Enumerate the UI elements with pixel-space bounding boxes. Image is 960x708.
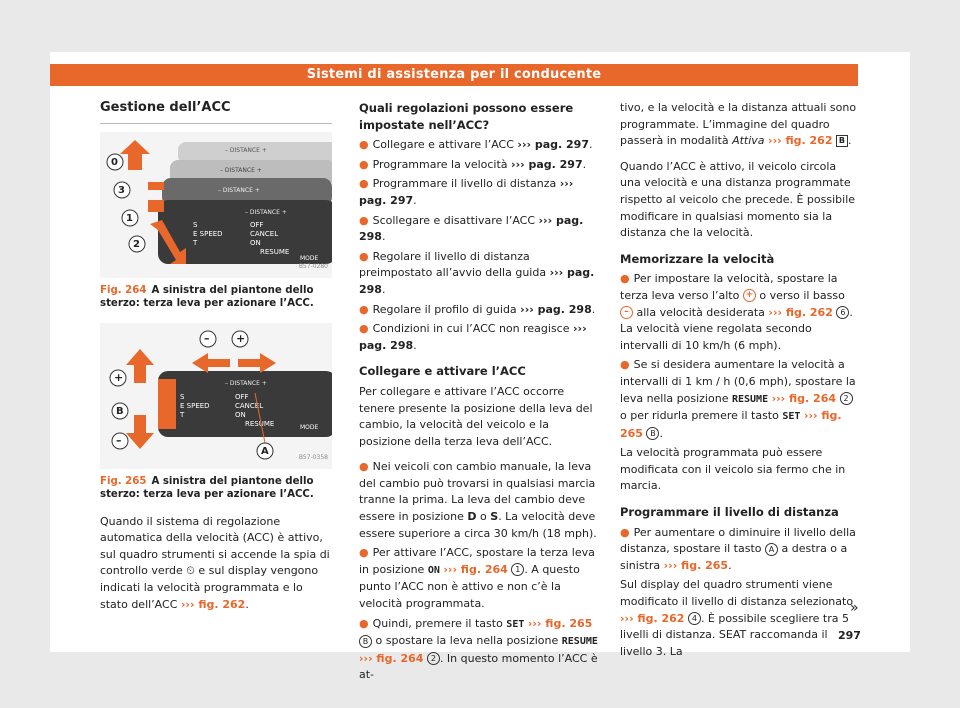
fig2-label-plus-left: +	[114, 370, 124, 384]
svg-text:S: S	[193, 220, 198, 229]
lever-illustration-1	[100, 132, 332, 278]
svg-text:– DISTANCE +: – DISTANCE +	[218, 186, 260, 194]
col1-text-a: Quando il sistema di regolazione automatica della velocità (ACC) è attivo, sul quadro strumenti si accende la spia di controllo verde	[100, 514, 330, 578]
figure-link[interactable]: ››› fig. 262	[620, 611, 685, 625]
svg-text:ON: ON	[235, 410, 246, 419]
page-link[interactable]: ››› pag. 297	[359, 177, 574, 207]
column-right	[620, 100, 860, 669]
fig1-label-3: 3	[118, 184, 125, 196]
memorize-heading: Memorizzare la velocità	[620, 251, 775, 266]
bullet-icon: ●	[359, 157, 369, 171]
bullet-icon: ●	[359, 213, 369, 227]
section-title: Gestione dell’ACC	[100, 100, 332, 124]
bullet-icon: ●	[359, 302, 369, 316]
page-number: 297	[838, 629, 861, 642]
bullet-distance: ● Per aumentare o diminuire il livello della distanza, spostare il tasto A a destra o a sinistra ››› fig. 265.	[620, 525, 856, 572]
fig2-label-B: B	[116, 405, 124, 417]
bullet-speed-set: ● Per impostare la velocità, spostare la terza leva verso l’alto + o verso il basso – alla velocità desiderata ››› fig. 262 6 . La velocità viene regolata secondo intervalli di 10 km/h (6 mph).	[620, 272, 853, 352]
figure-link[interactable]: ››› fig. 264	[771, 391, 837, 405]
svg-text:CANCEL: CANCEL	[235, 401, 264, 410]
fig1-label-0: 0	[111, 156, 118, 168]
fig2-label-plus-top: +	[236, 331, 246, 345]
figure-264	[100, 132, 332, 278]
svg-text:MODE: MODE	[300, 254, 319, 262]
page-link[interactable]: ››› pag. 298	[359, 266, 595, 296]
list-item: ● Programmare la velocità ››› pag. 297.	[359, 157, 587, 171]
distance-heading: Programmare il livello di distanza	[620, 505, 839, 520]
page-link[interactable]: ››› pag. 297	[511, 157, 583, 171]
svg-text:CANCEL: CANCEL	[250, 229, 279, 238]
col3-paragraph-2: Quando l’ACC è attivo, il veicolo circola una velocità e una distanza programmate rispetto al veicolo che precede. È possibile modificare in qualsiasi momento sia la distanza che la velocità.	[620, 159, 856, 240]
page-link[interactable]: ››› pag. 298	[520, 302, 592, 316]
col3-paragraph-3: La velocità programmata può essere modificata con il veicolo sia fermo che in marcia.	[620, 446, 846, 493]
settings-list	[359, 137, 600, 354]
list-item: ● Collegare e attivare l’ACC ››› pag. 297.	[359, 138, 593, 152]
svg-text:T: T	[180, 410, 185, 419]
bullet-icon: ●	[620, 272, 630, 286]
fig2-label-minus-top: –	[204, 331, 210, 345]
svg-text:OFF: OFF	[250, 220, 264, 229]
list-item: ● Regolare il profilo di guida ››› pag. 298.	[359, 302, 596, 316]
svg-text:RESUME: RESUME	[260, 247, 290, 256]
minus-icon: –	[620, 306, 633, 319]
svg-text:ON: ON	[250, 238, 261, 247]
fig2-label-A: A	[261, 445, 269, 457]
fig1-label-2: 2	[133, 238, 140, 250]
bullet-icon: ●	[620, 525, 630, 539]
lever-illustration-2	[100, 323, 332, 469]
figure-link[interactable]: ››› fig. 262	[768, 134, 833, 148]
svg-text:– DISTANCE +: – DISTANCE +	[220, 166, 262, 174]
bullet-on: ● Per attivare l’ACC, spostare la terza leva in posizione ON ››› fig. 264 1 . A questo punto l’ACC non è attivo e non c’è la velocità programmata.	[359, 546, 595, 611]
list-item: ● Scollegare e disattivare l’ACC ››› pag. 298.	[359, 213, 584, 244]
page-link[interactable]: ››› pag. 297	[517, 138, 589, 152]
svg-text:T: T	[193, 238, 198, 247]
bullet-speed-fine: ● Se si desidera aumentare la velocità a intervalli di 1 km / h (0,6 mph), spostare la leva nella posizione RESUME ››› fig. 264 2 o per ridurla premere il tasto SET ››› fig. 265 B .	[620, 358, 856, 440]
bullet-icon: ●	[359, 249, 369, 263]
figure-link[interactable]: ››› fig. 265	[620, 409, 842, 440]
fig1-caption	[100, 284, 332, 311]
chapter-header: Sistemi di assistenza per il conducente	[50, 64, 858, 86]
bullet-icon: ●	[359, 616, 369, 630]
fig2-label-minus-left: –	[116, 433, 122, 447]
page-link[interactable]: ››› pag. 298	[359, 322, 587, 352]
col1-paragraph: Quando il sistema di regolazione automatica della velocità (ACC) è attivo, sul quadro strumenti si accende la spia di controllo verde ⏲ e sul display vengono indicati la velocità programmata e lo stato dell’ACC ››› fig. 262.	[100, 514, 330, 611]
fig1-number: Fig. 264	[100, 284, 147, 296]
questions-heading: Quali regolazioni possono essere impostate nell’ACC?	[359, 101, 574, 132]
bullet-icon: ●	[359, 177, 369, 191]
svg-text:– DISTANCE +: – DISTANCE +	[225, 379, 267, 387]
fig1-caption-text: A sinistra del piantone dello sterzo: terza leva per azionare l’ACC.	[100, 284, 314, 310]
svg-text:RESUME: RESUME	[245, 419, 275, 428]
bullet-icon: ●	[359, 546, 369, 560]
continue-icon: »	[850, 600, 859, 616]
bullet-set: ● Quindi, premere il tasto SET ››› fig. 265 B o spostare la leva nella posizione RESUME ››› fig. 264 2 . In questo momento l’ACC è at-	[359, 616, 598, 682]
col1-link[interactable]: ››› fig. 262	[180, 597, 246, 611]
figure-link[interactable]: ››› fig. 265	[663, 558, 729, 572]
fig1-label-1: 1	[126, 212, 133, 224]
col3-paragraph-1: tivo, e la velocità e la distanza attuali sono programmate. L’immagine del quadro passerà in modalità Attiva ››› fig. 262 B .	[620, 101, 857, 148]
fig2-caption	[100, 475, 332, 502]
svg-text:E SPEED: E SPEED	[193, 229, 223, 238]
column-middle	[359, 100, 600, 687]
plus-icon: +	[743, 289, 756, 302]
column-left	[100, 100, 332, 622]
svg-text:– DISTANCE +: – DISTANCE +	[245, 208, 287, 216]
figure-link[interactable]: ››› fig. 264	[359, 651, 424, 665]
bullet-icon: ●	[359, 138, 369, 152]
bullet-icon: ●	[359, 460, 369, 474]
svg-text:OFF: OFF	[235, 392, 249, 401]
figure-265	[100, 323, 332, 469]
fig2-code: B57-0358	[298, 454, 328, 461]
svg-text:S: S	[180, 392, 185, 401]
svg-text:MODE: MODE	[300, 423, 319, 431]
fig2-number: Fig. 265	[100, 475, 147, 487]
svg-text:– DISTANCE +: – DISTANCE +	[225, 146, 267, 154]
fig2-caption-text: A sinistra del piantone dello sterzo: terza leva per azionare l’ACC.	[100, 475, 314, 501]
col1-text-b: e sul display vengono indicati la velocità programmata e lo stato dell’ACC	[100, 564, 319, 611]
page-link[interactable]: ››› pag. 298	[359, 213, 584, 244]
col3-paragraph-4: Sul display del quadro strumenti viene modificato il livello di distanza selezionato ››› fig. 262 4 . È possibile scegliere tra 5 livelli di distanza. SEAT raccomanda il livello 3. La	[620, 578, 854, 658]
list-item: ● Condizioni in cui l’ACC non reagisce ››› pag. 298.	[359, 322, 587, 352]
list-item: ● Regolare il livello di distanza preimpostato all’avvio della guida ››› pag. 298.	[359, 249, 595, 296]
speedometer-icon: ⏲	[186, 564, 195, 578]
figure-link[interactable]: ››› fig. 265	[527, 616, 593, 630]
bullet-icon: ●	[359, 322, 369, 336]
figure-link[interactable]: ››› fig. 264	[443, 562, 508, 576]
bullet-icon: ●	[620, 358, 630, 372]
figure-link[interactable]: ››› fig. 262	[768, 305, 833, 319]
list-item: ● Programmare il livello di distanza ››› pag. 297.	[359, 177, 574, 207]
fig1-code: B57-0280	[298, 263, 328, 270]
activate-paragraph: Per collegare e attivare l’ACC occorre tenere presente la posizione della leva del cambio, la velocità del veicolo e la posizione della terza leva dell’ACC.	[359, 384, 593, 448]
svg-text:E SPEED: E SPEED	[180, 401, 210, 410]
bullet-gear: ● Nei veicoli con cambio manuale, la leva del cambio può trovarsi in qualsiasi marcia tranne la prima. La leva del cambio deve essere in posizione D o S. La velocità deve essere superiore a circa 30 km/h (18 mph).	[359, 460, 597, 540]
activate-heading: Collegare e attivare l’ACC	[359, 364, 526, 379]
